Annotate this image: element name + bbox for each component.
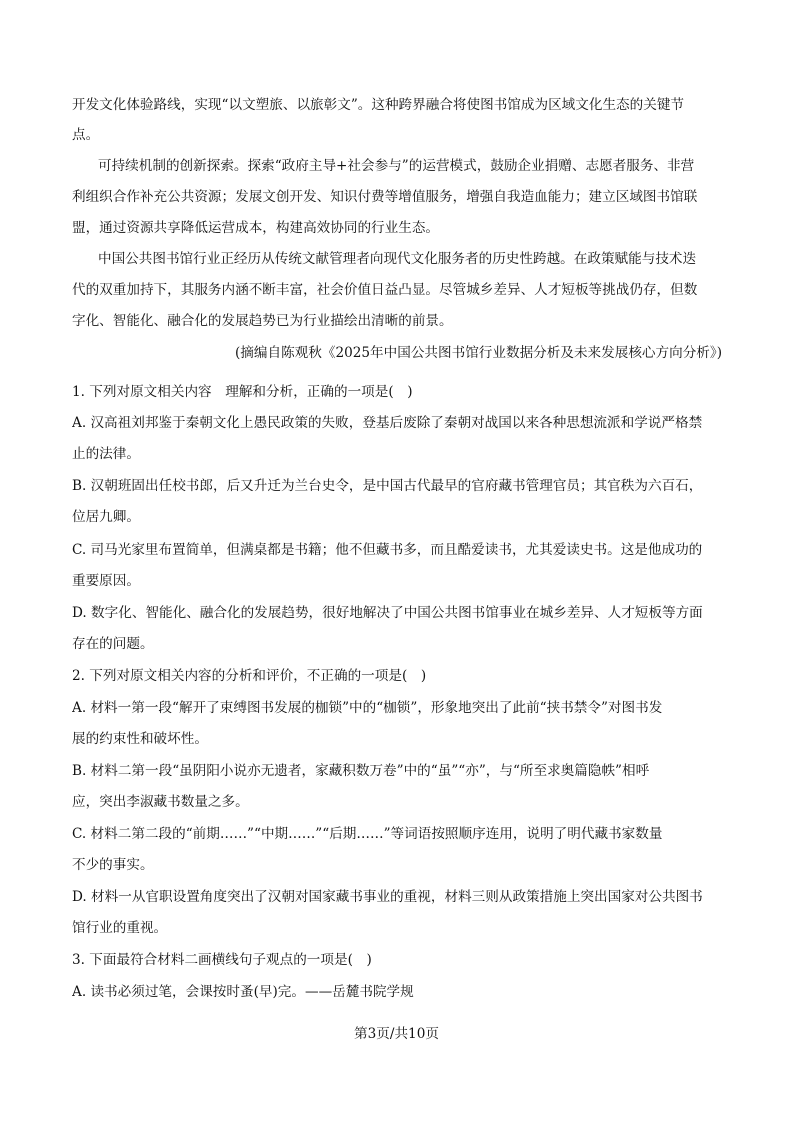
question-1-stem: 1. 下列对原文相关内容 理解和分析，正确的一项是( ) — [72, 384, 413, 400]
q2-option-c-cont: 不少的事实。 — [72, 857, 154, 873]
q2-option-b-cont: 应，突出李淑藏书数量之多。 — [72, 794, 249, 810]
q1-option-c-cont: 重要原因。 — [72, 573, 140, 589]
q2-option-b: B. 材料二第一段“虽阴阳小说亦无遗者，家藏积数万卷”中的“虽”“亦”，与“所至求奥篇隐帙”相呼 — [72, 763, 650, 779]
question-3-stem: 3. 下面最符合材料二画横线句子观点的一项是( ) — [72, 952, 372, 968]
passage-line: 可持续机制的创新探索。探索“政府主导+社会参与”的运营模式，鼓励企业捐赠、志愿者服务、非营 — [98, 158, 695, 174]
passage-line: 中国公共图书馆行业正经历从传统文献管理者向现代文化服务者的历史性跨越。在政策赋能与技术迭 — [98, 251, 697, 267]
passage-line: 点。 — [72, 127, 100, 143]
q1-option-a-cont: 止的法律。 — [72, 446, 140, 462]
q1-option-b: B. 汉朝班固出任校书郎，后又升迁为兰台史令，是中国古代最早的官府藏书管理官员；其官秩为六百石， — [72, 478, 703, 494]
passage-line: 利组织合作补充公共资源；发展文创开发、知识付费等增值服务，增强自我造血能力；建立区域图书馆联 — [72, 189, 698, 205]
page-footer: 第3页/共10页 — [354, 1026, 439, 1042]
q2-option-d-cont: 馆行业的重视。 — [72, 920, 168, 936]
q1-option-d-cont: 存在的问题。 — [72, 636, 154, 652]
q1-option-d: D. 数字化、智能化、融合化的发展趋势，很好地解决了中国公共图书馆事业在城乡差异、人才短板等方面 — [72, 605, 703, 621]
q1-option-b-cont: 位居九卿。 — [72, 509, 140, 525]
q1-option-c: C. 司马光家里布置简单，但满桌都是书籍；他不但藏书多，而且酷爱读书，尤其爱读史书。这是他成功的 — [72, 542, 703, 558]
question-2-stem: 2. 下列对原文相关内容的分析和评价，不正确的一项是( ) — [72, 668, 427, 684]
q2-option-d: D. 材料一从官职设置角度突出了汉朝对国家藏书事业的重视，材料三则从政策措施上突出国家对公共图书 — [72, 889, 703, 905]
q2-option-a: A. 材料一第一段“解开了束缚图书发展的枷锁”中的“枷锁”，形象地突出了此前“挟书禁令”对图书发 — [72, 700, 663, 716]
passage-line: 字化、智能化、融合化的发展趋势已为行业描绘出清晰的前景。 — [72, 313, 453, 329]
q3-option-a: A. 读书必须过笔，会课按时蚤(早)完。——岳麓书院学规 — [72, 984, 414, 1000]
passage-line: 盟，通过资源共享降低运营成本，构建高效协同的行业生态。 — [72, 220, 440, 236]
q2-option-c: C. 材料二第二段的“前期……”“中期……”“后期……”等词语按照顺序连用，说明了明代藏书家数量 — [72, 826, 663, 842]
source-citation: (摘编自陈观秋《2025年中国公共图书馆行业数据分析及未来发展核心方向分析》) — [235, 345, 722, 361]
q1-option-a: A. 汉高祖刘邦鉴于秦朝文化上愚民政策的失败，登基后废除了秦朝对战国以来各种思想流派和学说严格禁 — [72, 415, 703, 431]
passage-line: 代的双重加持下，其服务内涵不断丰富，社会价值日益凸显。尽管城乡差异、人才短板等挑战仍存，但数 — [72, 282, 698, 298]
passage-line: 开发文化体验路线，实现“以文塑旅、以旅彰文”。这种跨界融合将使图书馆成为区域文化生态的关键节 — [72, 97, 685, 113]
q2-option-a-cont: 展的约束性和破坏性。 — [72, 731, 208, 747]
